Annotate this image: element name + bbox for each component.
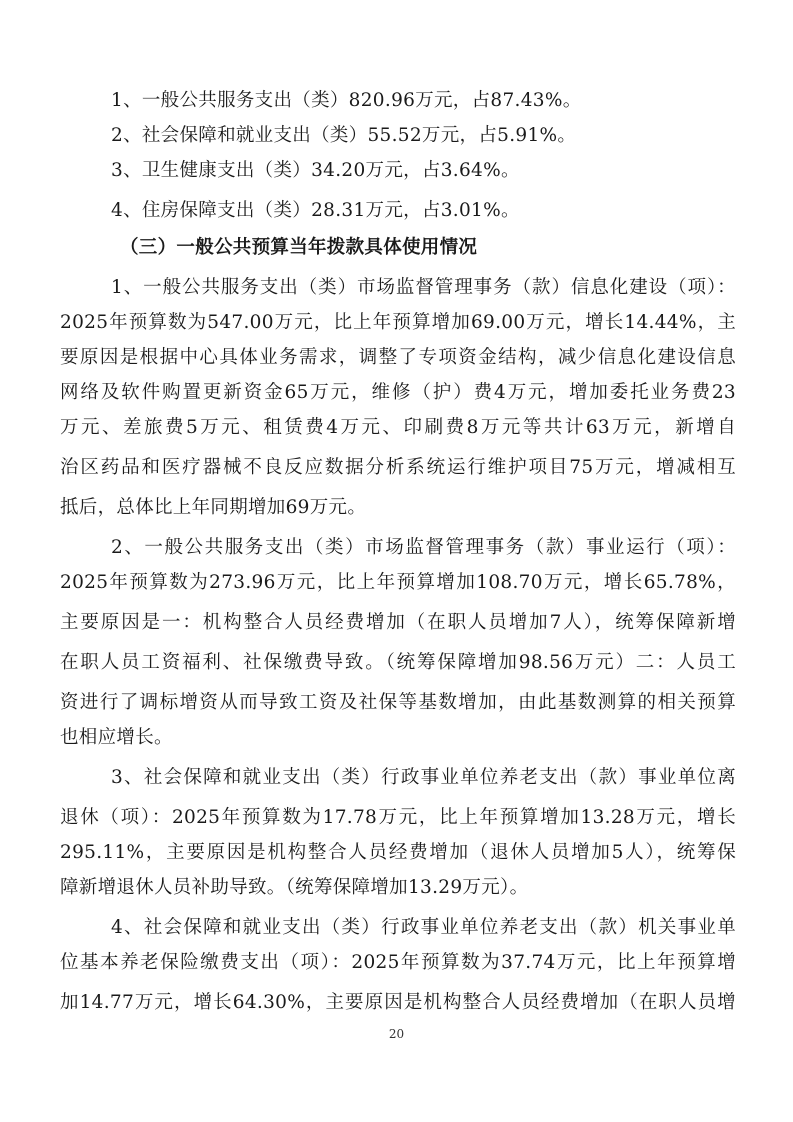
paragraph-2-line-6: 也相应增长。 bbox=[60, 727, 173, 748]
paragraph-1-line-7: 抵后，总体比上年同期增加69万元。 bbox=[60, 497, 367, 518]
paragraph-2-line-5: 资进行了调标增资从而导致工资及社保等基数增加，由此基数测算的相关预算 bbox=[60, 692, 736, 713]
summary-item-3: 3、卫生健康支出（类）34.20万元，占3.64%。 bbox=[111, 160, 520, 181]
summary-item-1: 1、一般公共服务支出（类）820.96万元，占87.43%。 bbox=[111, 90, 582, 111]
paragraph-4-line-3: 加14.77万元，增长64.30%，主要原因是机构整合人员经费增加（在职人员增 bbox=[60, 992, 736, 1013]
paragraph-4-line-2: 位基本养老保险缴费支出（项）：2025年预算数为37.74万元，比上年预算增 bbox=[60, 952, 736, 973]
paragraph-3-line-4: 障新增退休人员补助导致。（统筹保障增加13.29万元）。 bbox=[60, 877, 529, 898]
paragraph-3-line-1: 3、社会保障和就业支出（类）行政事业单位养老支出（款）事业单位离 bbox=[111, 767, 736, 788]
paragraph-2-line-3: 主要原因是一：机构整合人员经费增加（在职人员增加7人），统筹保障新增 bbox=[60, 612, 736, 633]
paragraph-2-line-4: 在职人员工资福利、社保缴费导致。（统筹保障增加98.56万元）二：人员工 bbox=[60, 652, 736, 673]
section-heading: （三）一般公共预算当年拨款具体使用情况 bbox=[120, 237, 478, 258]
paragraph-1-line-5: 万元、差旅费5万元、租赁费4万元、印刷费8万元等共计63万元，新增自 bbox=[60, 417, 736, 438]
paragraph-1-line-1: 1、一般公共服务支出（类）市场监督管理事务（款）信息化建设（项）： bbox=[111, 277, 736, 298]
paragraph-3-line-2: 退休（项）：2025年预算数为17.78万元，比上年预算增加13.28万元，增长 bbox=[60, 807, 736, 828]
paragraph-4-line-1: 4、社会保障和就业支出（类）行政事业单位养老支出（款）机关事业单 bbox=[111, 917, 736, 938]
paragraph-2-line-2: 2025年预算数为273.96万元，比上年预算增加108.70万元，增长65.78%， bbox=[60, 572, 736, 593]
paragraph-1-line-2: 2025年预算数为547.00万元，比上年预算增加69.00万元，增长14.44%，主 bbox=[60, 312, 736, 333]
paragraph-3-line-3: 295.11%，主要原因是机构整合人员经费增加（退休人员增加5人），统筹保 bbox=[60, 842, 736, 863]
page-number: 20 bbox=[388, 1027, 405, 1041]
paragraph-2-line-1: 2、一般公共服务支出（类）市场监督管理事务（款）事业运行（项）： bbox=[111, 537, 736, 558]
summary-item-4: 4、住房保障支出（类）28.31万元，占3.01%。 bbox=[111, 200, 520, 221]
paragraph-1-line-6: 治区药品和医疗器械不良反应数据分析系统运行维护项目75万元，增减相互 bbox=[60, 457, 736, 478]
summary-item-2: 2、社会保障和就业支出（类）55.52万元，占5.91%。 bbox=[111, 125, 577, 146]
paragraph-1-line-4: 网络及软件购置更新资金65万元，维修（护）费4万元，增加委托业务费23 bbox=[60, 382, 736, 403]
paragraph-1-line-3: 要原因是根据中心具体业务需求，调整了专项资金结构，减少信息化建设信息 bbox=[60, 347, 736, 368]
